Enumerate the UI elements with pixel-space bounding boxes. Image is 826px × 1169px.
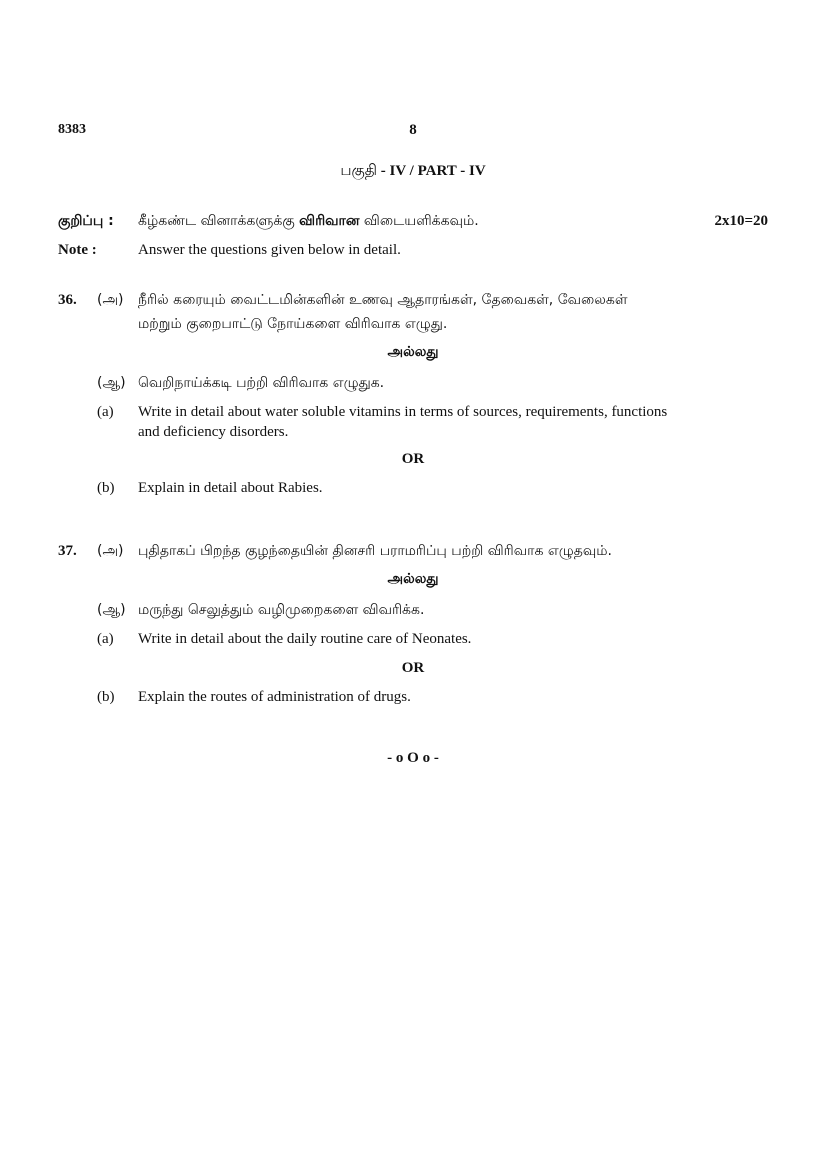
page-number: 8 bbox=[409, 122, 417, 138]
part-heading bbox=[0, 161, 826, 181]
part-heading-tamil: பகுதி bbox=[340, 161, 378, 179]
note-tamil-text-bold: விரிவான bbox=[299, 213, 360, 229]
q36-tamil-b-label: (ஆ) bbox=[97, 375, 126, 391]
question-number-37: 37. bbox=[58, 543, 77, 559]
note-tamil-text-before: கீழ்கண்ட வினாக்களுக்கு bbox=[138, 213, 300, 229]
q36-english-b: Explain in detail about Rabies. bbox=[138, 480, 323, 496]
q37-tamil-b-label: (ஆ) bbox=[97, 602, 126, 618]
q36-tamil-or: அல்லது bbox=[387, 344, 439, 360]
q36-tamil-a-line2: மற்றும் குறைபாட்டு நோய்களை விரிவாக எழுது. bbox=[138, 316, 448, 332]
q37-tamil-a-label: (அ) bbox=[97, 543, 124, 559]
q37-tamil-or: அல்லது bbox=[387, 571, 439, 587]
note-tamil-text-after: விடையளிக்கவும். bbox=[359, 213, 479, 229]
q37-english-or: OR bbox=[401, 660, 425, 676]
note-english-label: Note : bbox=[58, 242, 97, 258]
q36-tamil-a-label: (அ) bbox=[97, 292, 124, 308]
note-english-text: Answer the questions given below in detail. bbox=[138, 242, 401, 258]
question-number-36: 36. bbox=[58, 292, 77, 308]
q37-english-a-label: (a) bbox=[97, 631, 114, 647]
q36-tamil-a-line1: நீரில் கரையும் வைட்டமின்களின் உணவு ஆதாரங்கள், தேவைகள், வேலைகள் bbox=[138, 292, 628, 308]
marks-allocation: 2x10=20 bbox=[714, 213, 768, 229]
q36-english-a-label: (a) bbox=[97, 404, 114, 420]
q37-english-a-line1: Write in detail about the daily routine care of Neonates. bbox=[138, 631, 472, 647]
q36-english-a-line1: Write in detail about water soluble vitamins in terms of sources, requirements, functions bbox=[138, 404, 668, 420]
q37-english-b-label: (b) bbox=[97, 689, 115, 705]
q36-tamil-b: வெறிநாய்க்கடி பற்றி விரிவாக எழுதுக. bbox=[138, 375, 385, 391]
q36-english-a-line2: and deficiency disorders. bbox=[138, 424, 289, 440]
q37-tamil-b: மருந்து செலுத்தும் வழிமுறைகளை விவரிக்க. bbox=[138, 602, 425, 618]
note-tamil-label: குறிப்பு : bbox=[58, 213, 114, 229]
q37-english-b: Explain the routes of administration of drugs. bbox=[138, 689, 411, 705]
q37-tamil-a-line1: புதிதாகப் பிறந்த குழந்தையின் தினசரி பராமரிப்பு பற்றி விரிவாக எழுதவும். bbox=[138, 543, 612, 559]
part-heading-english: - IV / PART - IV bbox=[377, 163, 486, 179]
q36-english-or: OR bbox=[401, 451, 425, 467]
paper-code: 8383 bbox=[58, 122, 86, 137]
end-of-paper-mark: - o O o - bbox=[387, 750, 439, 766]
note-tamil-text bbox=[138, 213, 479, 231]
q36-english-b-label: (b) bbox=[97, 480, 115, 496]
